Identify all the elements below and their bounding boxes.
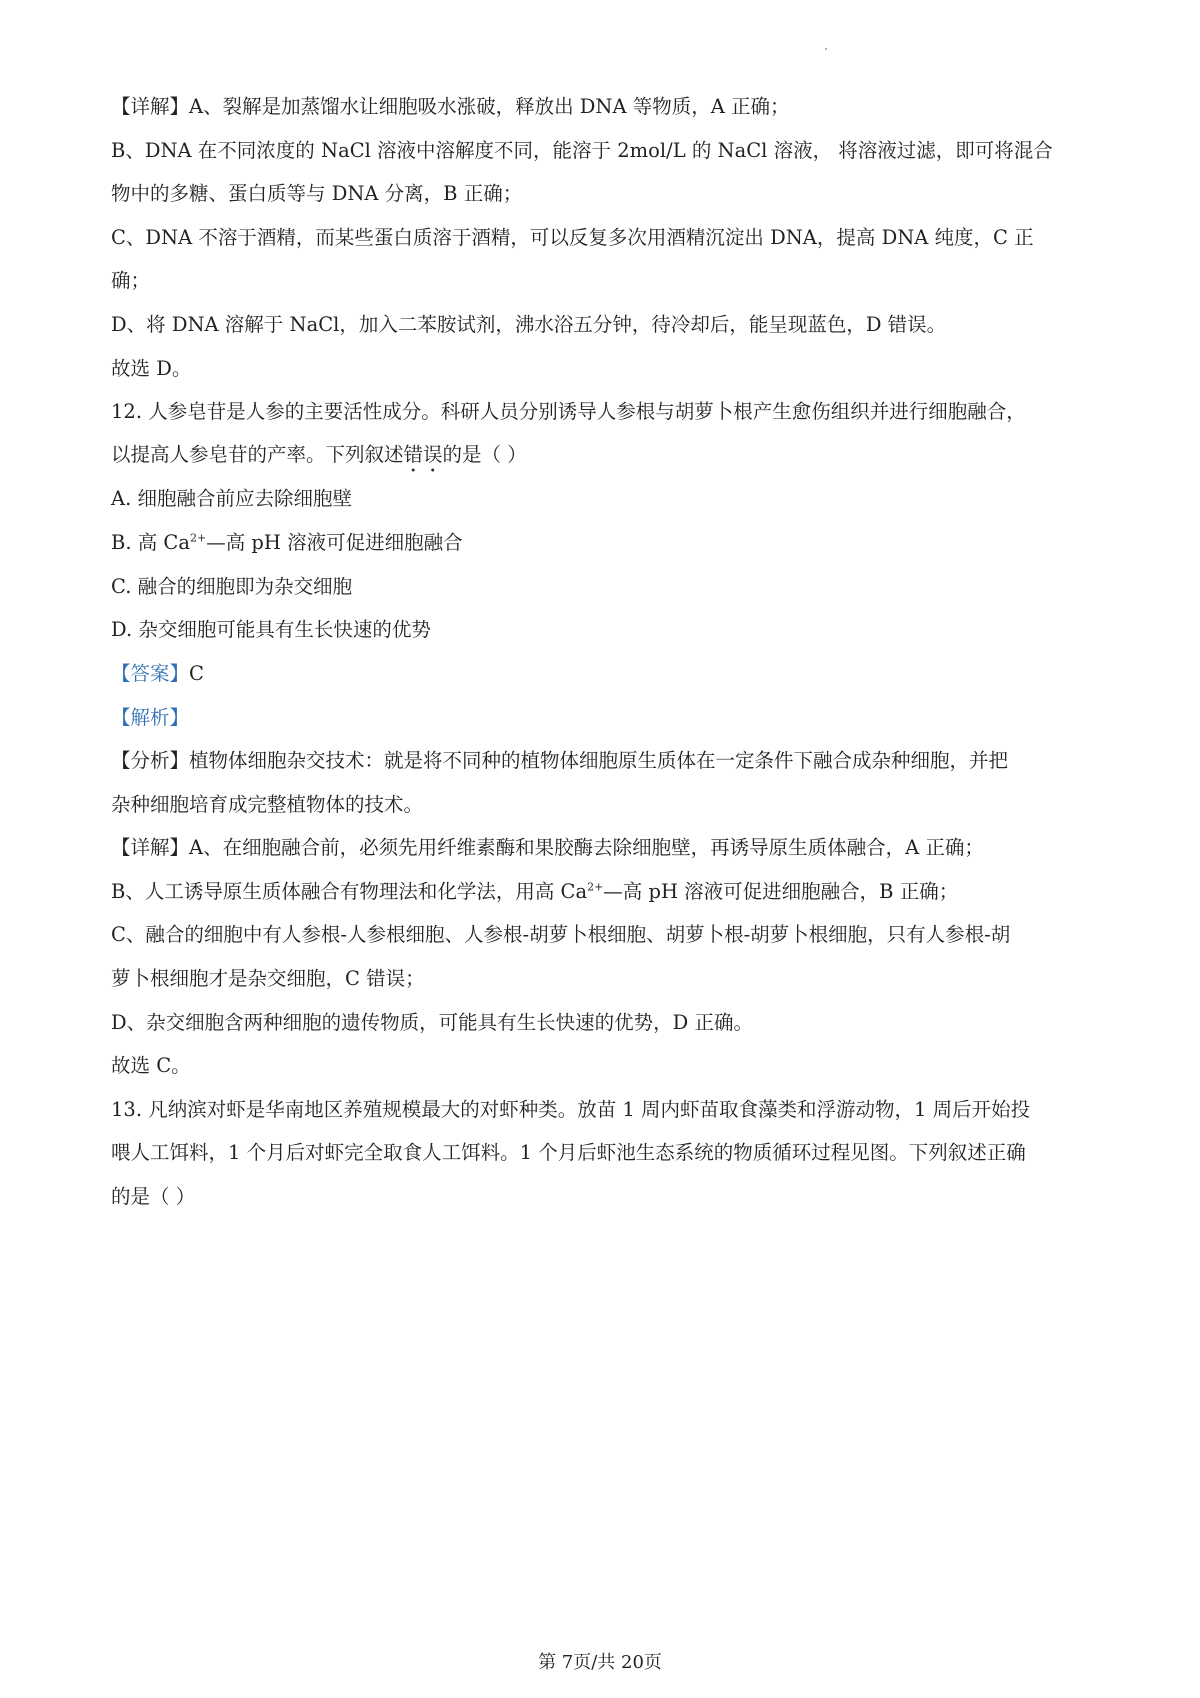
q12-conclusion: 故选 C。 [111, 1054, 191, 1077]
q12-xiangjie-line3: C、融合的细胞中有人参根-人参根细胞、人参根-胡萝卜根细胞、胡萝卜根-胡萝卜根细胞，只有人参根-胡 [111, 923, 1011, 946]
detail-text: A、裂解是加蒸馏水让细胞吸水涨破，释放出 DNA 等物质，A 正确； [189, 95, 790, 118]
q12-fenxi-line1: 【分析】植物体细胞杂交技术：就是将不同种的植物体细胞原生质体在一定条件下融合成杂种细胞，并把 [111, 749, 1009, 772]
page-footer: 第 7页/共 20页 [538, 1652, 662, 1673]
q12-xiangjie-line1: 【详解】A、在细胞融合前，必须先用纤维素酶和果胶酶去除细胞壁，再诱导原生质体融合，A 正确； [111, 836, 984, 859]
detail-line-a [111, 92, 1101, 122]
detail-line-b1: B、DNA 在不同浓度的 NaCl 溶液中溶解度不同，能溶于 2mol/L 的 NaCl 溶液， 将溶液过滤，即可将混合 [111, 139, 1053, 162]
opt-b-superscript: 2+ [189, 531, 207, 545]
detail-line-d: D、将 DNA 溶解于 NaCl，加入二苯胺试剂，沸水浴五分钟，待冷却后，能呈现蓝色，D 错误。 [111, 313, 947, 336]
q12-stem-end: 的是（ ） [442, 443, 527, 466]
detail-label: 【详解】 [111, 95, 190, 118]
q12-option-c: C. 融合的细胞即为杂交细胞 [111, 575, 353, 598]
q12-answer [111, 659, 1101, 689]
answer-value: C [189, 662, 204, 685]
q12-option-b [111, 528, 1101, 558]
q13-stem-line3: 的是（ ） [111, 1185, 196, 1208]
detail-line-b2: 物中的多糖、蛋白质等与 DNA 分离，B 正确； [111, 182, 523, 205]
corner-mark [825, 48, 827, 50]
q12-emphasis: 错误 [403, 443, 443, 466]
detail-line-c2: 确； [111, 269, 151, 292]
q12-xiangjie-line2 [111, 877, 1101, 907]
detail-line-c1: C、DNA 不溶于酒精，而某些蛋白质溶于酒精，可以反复多次用酒精沉淀出 DNA，提高 DNA 纯度，C 正 [111, 226, 1034, 249]
opt-b-rest: —高 pH 溶液可促进细胞融合 [206, 531, 463, 554]
xiangjie-b-superscript: 2+ [587, 880, 604, 894]
q12-option-a: A. 细胞融合前应去除细胞壁 [111, 487, 352, 510]
q13-stem-line1: 13. 凡纳滨对虾是华南地区养殖规模最大的对虾种类。放苗 1 周内虾苗取食藻类和浮游动物，1 周后开始投 [111, 1098, 1031, 1121]
q12-xiangjie-line5: D、杂交细胞含两种细胞的遗传物质，可能具有生长快速的优势，D 正确。 [111, 1011, 753, 1034]
q12-stem-line1: 12. 人参皂苷是人参的主要活性成分。科研人员分别诱导人参根与胡萝卜根产生愈伤组织并进行细胞融合， [111, 400, 1026, 423]
q12-fenxi-line2: 杂种细胞培育成完整植物体的技术。 [111, 793, 424, 816]
xiangjie-b-text: B、人工诱导原生质体融合有物理法和化学法，用高 Ca [111, 880, 588, 903]
q12-stem-text: 以提高人参皂苷的产率。下列叙述 [111, 443, 404, 466]
xiangjie-b-rest: —高 pH 溶液可促进细胞融合，B 正确； [603, 880, 959, 903]
q13-stem-line2: 喂人工饵料，1 个月后对虾完全取食人工饵料。1 个月后虾池生态系统的物质循环过程见图。下列叙述正确 [111, 1141, 1026, 1164]
q12-stem-line2 [111, 440, 1101, 477]
q12-xiangjie-line4: 萝卜根细胞才是杂交细胞，C 错误； [111, 967, 425, 990]
q12-option-d: D. 杂交细胞可能具有生长快速的优势 [111, 618, 431, 641]
answer-label: 【答案】 [111, 662, 190, 685]
q12-analysis-label: 【解析】 [111, 706, 190, 729]
opt-b-text: B. 高 Ca [111, 531, 190, 554]
conclusion-line: 故选 D。 [111, 357, 192, 380]
